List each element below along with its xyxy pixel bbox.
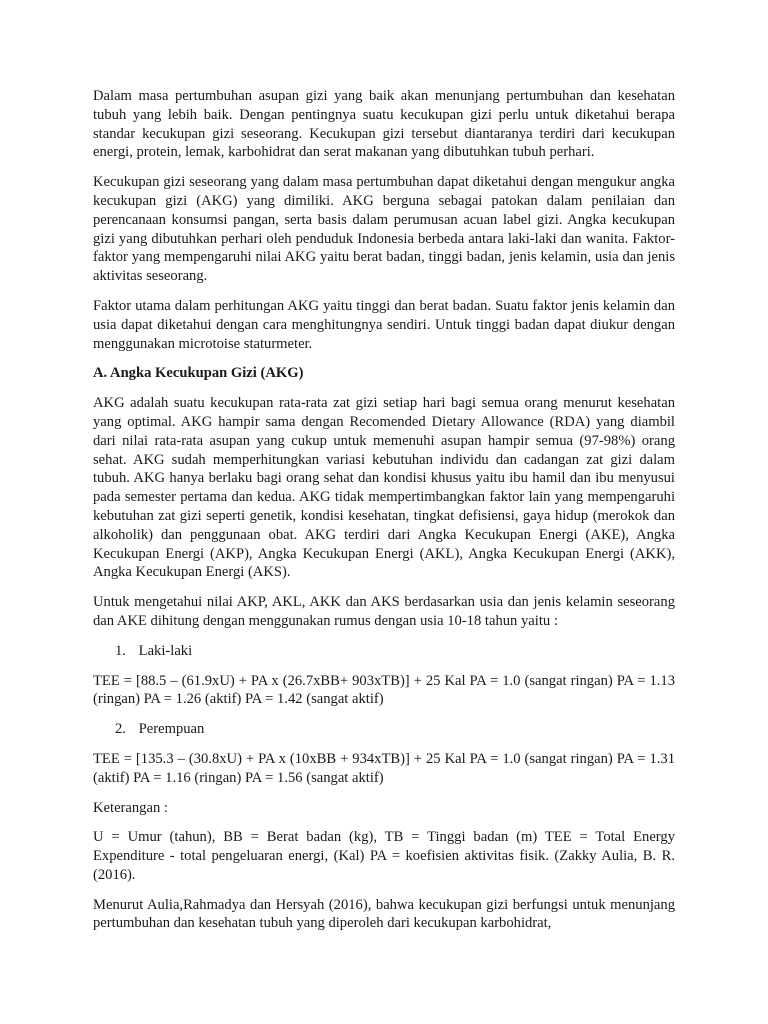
paragraph-akg-measure: Kecukupan gizi seseorang yang dalam masa pertumbuhan dapat diketahui dengan mengukur angka kecukupan gizi (AKG) yang dimiliki. AKG berguna sebagai patokan dalam penilaian dan perencanaan konsumsi pangan, serta basis dalam perumusan acuan label gizi. Angka kecukupan gizi yang dibutuhkan perhari oleh penduduk Indonesia berbeda antara laki-laki dan wanita. Faktor-faktor yang mempengaruhi nilai AKG yaitu berat badan, tinggi badan, jenis kelamin, usia dan jenis aktivitas seseorang. [93, 174, 675, 285]
keterangan-label: Keterangan : [93, 799, 168, 816]
list-number: 1. [115, 642, 126, 659]
document-page [93, 87, 675, 944]
formula-male: TEE = [88.5 – (61.9xU) + PA x (26.7xBB+ 903xTB)] + 25 Kal PA = 1.0 (sangat ringan) PA = 1.13 (ringan) PA = 1.26 (aktif) PA = 1.42 (sangat aktif) [93, 672, 675, 708]
list-number: 2. [115, 721, 126, 738]
paragraph-main-factors: Faktor utama dalam perhitungan AKG yaitu tinggi dan berat badan. Suatu faktor jenis kelamin dan usia dapat diketahui dengan cara menghitungnya sendiri. Untuk tinggi badan dapat diukur dengan menggunakan microtoise staturmeter. [93, 297, 675, 352]
list-label: Laki-laki [138, 642, 193, 659]
list-label: Perempuan [138, 721, 205, 738]
list-item-female [93, 720, 675, 739]
paragraph-citation: Menurut Aulia,Rahmadya dan Hersyah (2016), bahwa kecukupan gizi berfungsi untuk menunjang pertumbuhan dan kesehatan tubuh yang diperoleh dari kecukupan karbohidrat, [93, 896, 675, 932]
paragraph-intro: Dalam masa pertumbuhan asupan gizi yang baik akan menunjang pertumbuhan dan kesehatan tubuh yang lebih baik. Dengan pentingnya suatu kecukupan gizi perlu untuk diketahui berapa standar kecukupan gizi seseorang. Kecukupan gizi tersebut diantaranya terdiri dari kecukupan energi, protein, lemak, karbohidrat dan serat makanan yang dibutuhkan tubuh perhari. [93, 88, 675, 161]
paragraph-legend: U = Umur (tahun), BB = Berat badan (kg), TB = Tinggi badan (m) TEE = Total Energy Expenditure - total pengeluaran energi, (Kal) PA = koefisien aktivitas fisik. (Zakky Aulia, B. R. (2016). [93, 829, 675, 883]
section-heading-akg: A. Angka Kecukupan Gizi (AKG) [93, 365, 304, 382]
formula-female: TEE = [135.3 – (30.8xU) + PA x (10xBB + 934xTB)] + 25 Kal PA = 1.0 (sangat ringan) PA = 1.31 (aktif) PA = 1.16 (ringan) PA = 1.56 (sangat aktif) [93, 750, 675, 786]
list-item-male [93, 642, 675, 661]
paragraph-formula-intro: Untuk mengetahui nilai AKP, AKL, AKK dan AKS berdasarkan usia dan jenis kelamin seseorang dan AKE dihitung dengan menggunakan rumus dengan usia 10-18 tahun yaitu : [93, 594, 675, 629]
paragraph-akg-definition: AKG adalah suatu kecukupan rata-rata zat gizi setiap hari bagi semua orang menurut kesehatan yang optimal. AKG hampir sama dengan Recomended Dietary Allowance (RDA) yang diambil dari nilai rata-rata asupan yang cukup untuk memenuhi asupan hampir semua (97-98%) orang sehat. AKG sudah memperhitungkan variasi kebutuhan individu dan cadangan zat gizi dalam tubuh. AKG hanya berlaku bagi orang sehat dan kondisi khusus yaitu ibu hamil dan ibu menyusui pada semester pertama dan kedua. AKG tidak mempertimbangkan faktor lain yang mempengaruhi kebutuhan zat gizi seperti genetik, kondisi kesehatan, tingkat defisiensi, gaya hidup (merokok dan alkoholik) dan penggunaan obat. AKG terdiri dari Angka Kecukupan Energi (AKE), Angka Kecukupan Energi (AKP), Angka Kecukupan Energi (AKL), Angka Kecukupan Energi (AKK), Angka Kecukupan Energi (AKS). [93, 395, 675, 581]
